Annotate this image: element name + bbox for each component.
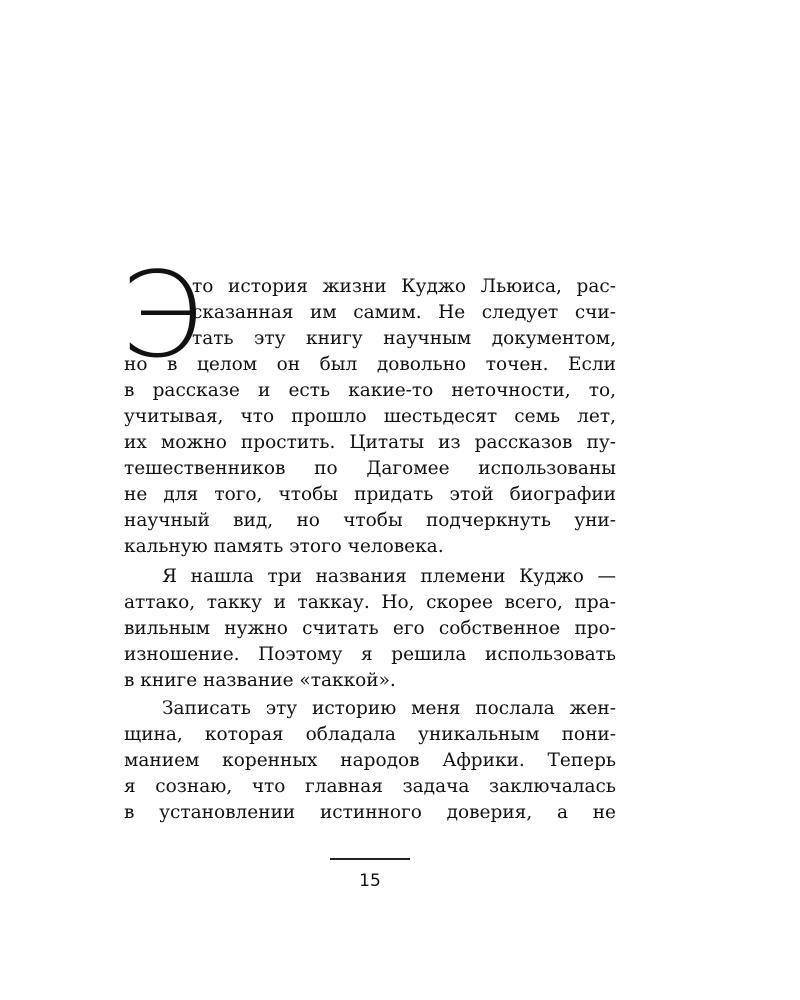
text-line: Записать эту историю меня послала жен-: [162, 698, 616, 719]
drop-cap: Э: [120, 246, 199, 384]
text-line: я сознаю, что главная задача заключалась: [124, 776, 616, 797]
text-line: в книге название «таккой».: [124, 670, 396, 691]
text-line: тешественников по Дагомее использованы: [124, 458, 616, 479]
text-line: вильным нужно считать его собственное про-: [124, 618, 616, 639]
text-line: учитывая, что прошло шестьдесят семь лет,: [124, 406, 616, 427]
text-line: щина, которая обладала уникальным пони-: [124, 724, 616, 745]
text-line: научный вид, но чтобы подчеркнуть уни-: [124, 510, 616, 531]
text-line: Я нашла три названия племени Куджо —: [162, 566, 616, 587]
text-line: в установлении истинного доверия, а не: [124, 802, 616, 823]
text-line: аттако, такку и таккау. Но, скорее всего, пра-: [124, 592, 616, 613]
footer-rule: [330, 858, 410, 860]
text-line: то история жизни Куджо Льюиса, рас-: [192, 276, 616, 297]
text-line: сказанная им самим. Не следует счи-: [192, 302, 616, 323]
text-line: манием коренных народов Африки. Теперь: [124, 750, 616, 771]
text-line: кальную память этого человека.: [124, 536, 444, 557]
text-line: в рассказе и есть какие-то неточности, то,: [124, 380, 616, 401]
text-line: не для того, чтобы придать этой биографии: [124, 484, 616, 505]
text-line: изношение. Поэтому я решила использовать: [124, 644, 616, 665]
text-line: но в целом он был довольно точен. Если: [124, 354, 616, 375]
page-number: 15: [359, 871, 381, 891]
text-line: их можно простить. Цитаты из рассказов пу-: [124, 432, 616, 453]
text-line: тать эту книгу научным документом,: [192, 328, 616, 349]
